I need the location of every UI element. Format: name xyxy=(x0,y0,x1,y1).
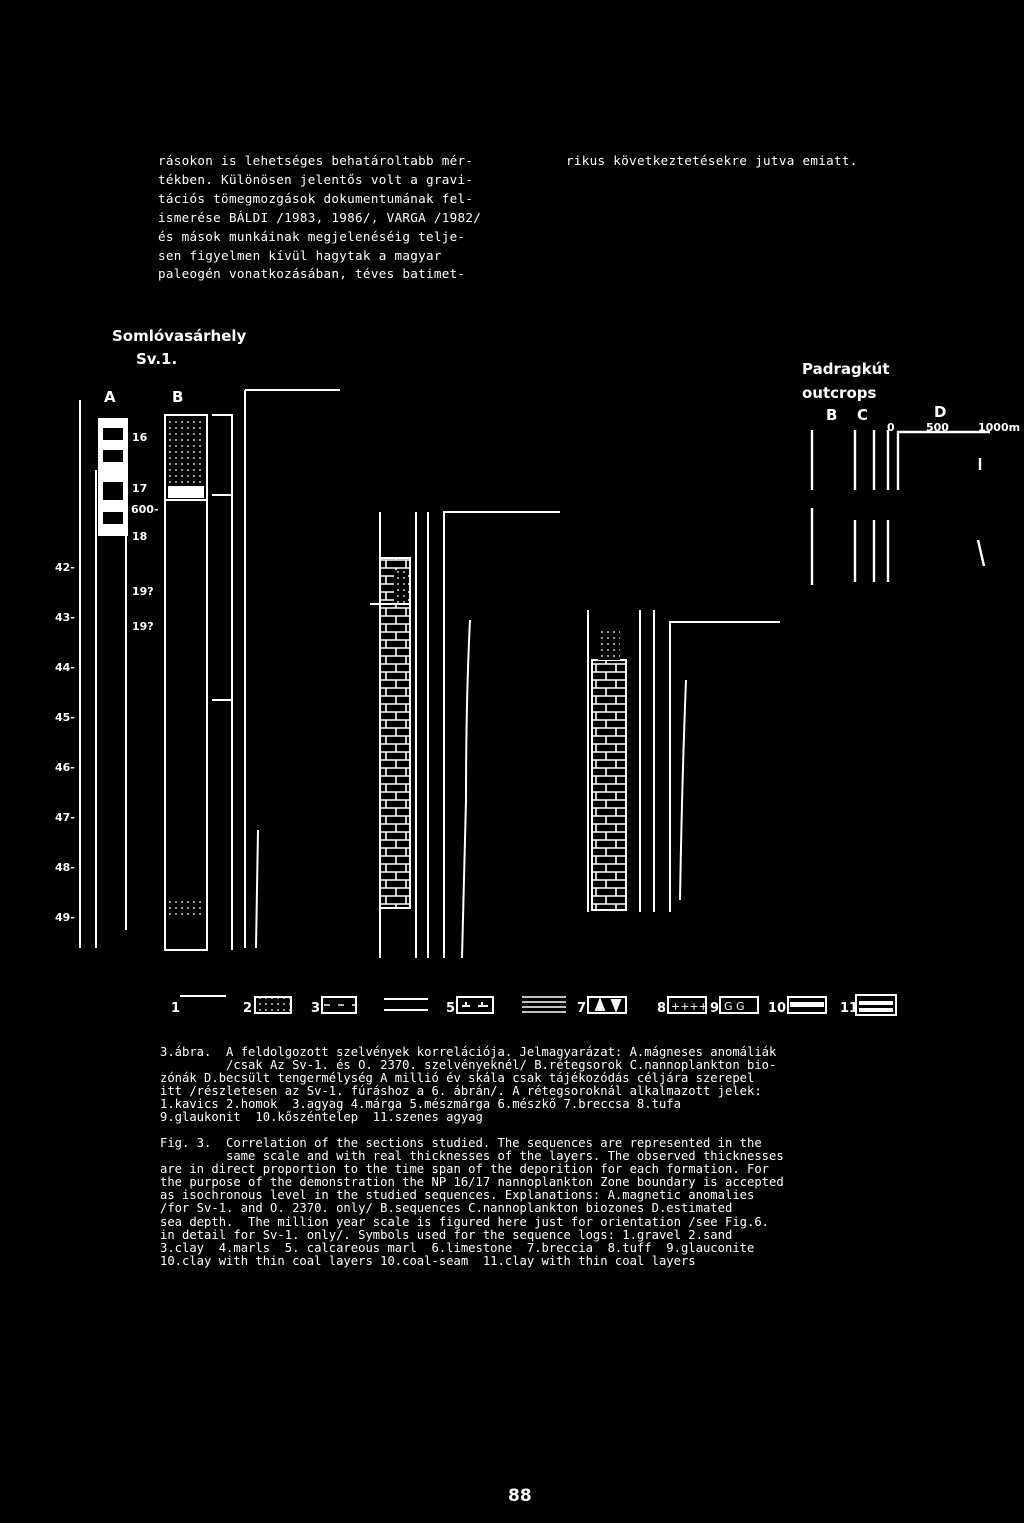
left-section-title: Somlóvasárhely xyxy=(112,327,247,345)
caption-line: in detail for Sv-1. only/. Symbols used for the sequence logs: 1.gravel 2.sand xyxy=(160,1227,733,1242)
anomaly-gap xyxy=(103,428,123,440)
section-padragkut xyxy=(812,430,990,585)
legend-pattern xyxy=(596,1000,620,1010)
caption-line: the purpose of the demonstration the NP 16/17 nannoplankton Zone boundary is accepted xyxy=(160,1175,784,1190)
depth-tick: 43- xyxy=(55,611,75,624)
sand-layer xyxy=(394,570,408,604)
left-text-line: rásokon is lehetséges behatároltabb mér- xyxy=(158,153,474,168)
caption-line: 9.glaukonit 10.kőszéntelep 11.szenes agyag xyxy=(160,1110,483,1125)
zone-label: 16 xyxy=(132,431,148,444)
sand-layer xyxy=(598,630,620,660)
depth-tick: 42- xyxy=(55,561,75,574)
left-section-well: Sv.1. xyxy=(136,350,178,368)
depth-tick: 49- xyxy=(55,911,75,924)
sand-layer xyxy=(168,420,204,496)
left-text-line: és mások munkáinak megjelenéséig telje- xyxy=(158,228,466,244)
legend-pattern xyxy=(859,1008,893,1012)
column-label-b: B xyxy=(172,388,184,406)
left-text-line: tékben. Különösen jelentős volt a gravi- xyxy=(158,171,474,187)
depth-tick: 44- xyxy=(55,661,75,674)
section-somlovasarhely xyxy=(80,390,340,950)
depth-curve xyxy=(670,622,780,912)
right-section-title: Padragkút xyxy=(802,360,890,378)
right-section-sub: outcrops xyxy=(802,384,877,402)
right-column-b: B xyxy=(826,406,838,424)
legend-number: 7 xyxy=(577,1001,587,1016)
legend-pattern xyxy=(462,1002,488,1006)
legend-symbol-sand xyxy=(255,997,291,1013)
legend-number: 11 xyxy=(840,1001,859,1016)
zone-label: 18 xyxy=(132,530,148,543)
caption-line: /for Sv-1. and O. 2370. only/ B.sequences C.nannoplankton biozones D.estimated xyxy=(160,1201,733,1216)
depth-label-600: 600- xyxy=(131,503,159,516)
left-text-line: tációs tömegmozgások dokumentumának fel- xyxy=(158,190,474,206)
legend-number: 9 xyxy=(710,1001,720,1016)
legend-pattern-text: G G xyxy=(724,1000,745,1013)
section-right-middle xyxy=(588,610,780,912)
limestone-log xyxy=(380,558,410,908)
caption-line: are in direct proportion to the time span of the deporition for each formation. For xyxy=(160,1162,770,1177)
legend-number: 10 xyxy=(768,1001,787,1016)
anomaly-gap xyxy=(103,450,123,462)
sand-layer-lower xyxy=(168,900,204,916)
scale-label: 0 xyxy=(887,421,895,434)
caption-line: 3.ábra. A feldolgozott szelvények korrelációja. Jelmagyarázat: A.mágneses anomáliák xyxy=(160,1045,777,1059)
scale-label: 500 xyxy=(926,421,949,434)
depth-profile xyxy=(212,495,232,700)
caption-line: Fig. 3. Correlation of the sections studied. The sequences are represented in the xyxy=(160,1136,762,1150)
depth-curve xyxy=(256,830,258,948)
legend-pattern xyxy=(859,1001,893,1005)
right-column-c: C xyxy=(857,406,869,424)
section-middle xyxy=(370,512,560,958)
legend-symbol-clay xyxy=(322,997,356,1013)
zone-label: 17 xyxy=(132,482,148,495)
depth-tick: 48- xyxy=(55,861,75,874)
depth-tick: 45- xyxy=(55,711,75,724)
caption-hungarian xyxy=(160,1046,900,1125)
depth-curve-inner xyxy=(462,620,470,958)
left-text-line: sen figyelmen kívül hagytak a magyar xyxy=(158,247,442,263)
caption-line: 10.clay with thin coal layers 10.coal-seam 11.clay with thin coal layers xyxy=(160,1253,696,1268)
depth-curve-inner xyxy=(680,680,686,900)
depth-profile xyxy=(212,700,232,950)
anomaly-gap xyxy=(103,482,123,500)
column-label-a: A xyxy=(104,388,116,406)
legend-number: 1 xyxy=(171,1001,181,1016)
caption-line: /csak Az Sv-1. és O. 2370. szelvényeknél/ B.rétegsorok C.nannoplankton bio- xyxy=(160,1058,777,1073)
legend-pattern-text: ++++ xyxy=(671,1000,708,1013)
legend-pattern xyxy=(790,1002,824,1007)
caption-line: zónák D.becsült tengermélység A millió év skála csak tájékozódás céljára szerepel xyxy=(160,1071,755,1086)
caption-line: as isochronous level in the studied sequences. Explanations: A.magnetic anomalies xyxy=(160,1188,755,1203)
legend-number: 3 xyxy=(311,1001,321,1016)
depth-mark xyxy=(978,540,984,566)
right-column-d: D xyxy=(934,403,947,421)
right-text-line: rikus következtetésekre jutva emiatt. xyxy=(566,153,858,168)
page-number: 88 xyxy=(508,1486,532,1506)
legend-symbol-limestone xyxy=(522,997,566,1012)
legend-row xyxy=(180,995,896,1015)
scale-label: 1000m xyxy=(978,421,1021,434)
caption-line: same scale and with real thicknesses of the layers. The observed thicknesses xyxy=(160,1149,784,1164)
limestone-log xyxy=(592,660,626,910)
legend-number: 5 xyxy=(446,1001,456,1016)
anomaly-gap xyxy=(103,512,123,524)
depth-scale-line xyxy=(898,432,990,490)
caption-line: 3.clay 4.marls 5. calcareous marl 6.limestone 7.breccia 8.tuff 9.glauconite xyxy=(160,1240,755,1255)
zone-label: 19? xyxy=(132,620,154,633)
legend-number: 8 xyxy=(657,1001,667,1016)
caption-line: 1.kavics 2.homok 3.agyag 4.márga 5.mészmárga 6.mészkő 7.breccsa 8.tufa xyxy=(160,1097,681,1112)
zone-label: 19? xyxy=(132,585,154,598)
caption-line: itt /részletesen az Sv-1. fúráshoz a 6. ábrán/. A rétegsoroknál alkalmazott jelek: xyxy=(160,1084,762,1099)
depth-profile xyxy=(212,415,232,495)
caption-line: sea depth. The million year scale is figured here just for orientation /see Fig.6. xyxy=(160,1214,770,1229)
depth-tick: 46- xyxy=(55,761,75,774)
caption-english xyxy=(160,1137,900,1268)
depth-curve xyxy=(444,512,560,958)
legend-number: 2 xyxy=(243,1001,253,1016)
depth-tick: 47- xyxy=(55,811,75,824)
left-text-line: ismerése BÁLDI /1983, 1986/, VARGA /1982/ xyxy=(158,209,482,225)
tuff-layer xyxy=(168,486,204,498)
left-text-line: paleogén vonatkozásában, téves batimet- xyxy=(158,266,466,282)
